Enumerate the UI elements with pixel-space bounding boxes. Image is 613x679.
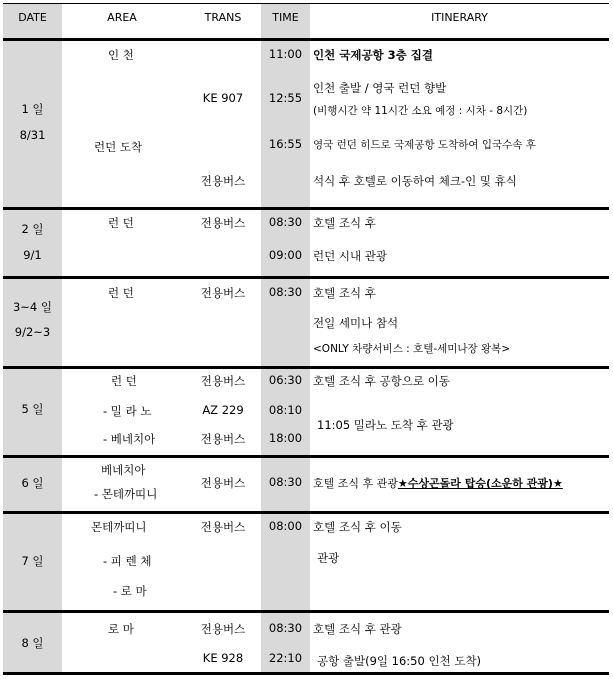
itinerary-text: 공항 출발(9일 16:50 인천 도착)	[317, 654, 482, 668]
trans-text: KE 907	[202, 91, 244, 105]
header-date: DATE	[18, 11, 47, 24]
day-label: 1 일	[21, 102, 44, 116]
itinerary-text: 전일 세미나 참석	[313, 316, 399, 330]
table-bottom-rule	[3, 672, 609, 675]
time-text: 08:00	[268, 519, 303, 533]
header-itinerary: ITINERARY	[431, 11, 488, 24]
itinerary-text: 관광	[317, 551, 340, 565]
day-separator	[3, 207, 609, 210]
area-text: 런던 도착	[94, 140, 143, 154]
itinerary-text: 인천 출발 / 영국 런던 향발	[313, 81, 447, 95]
header-rule	[3, 38, 609, 41]
itinerary-text: 런던 시내 관광	[313, 249, 387, 263]
itinerary-text: 인천 국제공항 3층 집결	[313, 48, 433, 62]
time-text: 08:30	[268, 621, 303, 635]
day-label: 5 일	[21, 402, 44, 416]
day-label: 3~4 일	[12, 300, 53, 314]
area-text: 런 던	[111, 374, 137, 388]
time-text: 22:10	[268, 651, 303, 665]
time-text: 09:00	[268, 248, 303, 262]
area-text: - 피 렌 체	[103, 554, 152, 568]
time-text: 08:30	[268, 475, 303, 489]
trans-text: 전용버스	[200, 622, 246, 636]
header-area: AREA	[107, 11, 137, 24]
itinerary-text: 호텔 조식 후 관광	[313, 622, 402, 636]
day-separator	[3, 511, 609, 514]
day-separator	[3, 610, 609, 613]
area-text: 로 마	[108, 622, 134, 636]
day-separator	[3, 276, 609, 279]
time-text: 12:55	[268, 91, 303, 105]
trans-text: 전용버스	[200, 476, 246, 490]
trans-text: 전용버스	[200, 216, 246, 230]
time-text: 08:30	[268, 215, 303, 229]
trans-text: KE 928	[202, 651, 244, 665]
itinerary-text: 영국 런던 히드로 국제공항 도착하여 입국수속 후	[313, 139, 536, 151]
time-text: 06:30	[268, 373, 303, 387]
time-text: 18:00	[268, 431, 303, 445]
time-text: 16:55	[268, 137, 303, 151]
day-date: 9/2~3	[14, 325, 51, 339]
trans-text: 전용버스	[200, 520, 246, 534]
itinerary-text: (비행시간 약 11시간 소요 예정 : 시차 - 8시간)	[313, 105, 528, 117]
day-label: 6 일	[21, 476, 44, 490]
day-separator	[3, 366, 609, 369]
area-text: 베네치아	[101, 463, 146, 477]
day-date: 9/1	[23, 248, 42, 262]
header-trans: TRANS	[204, 11, 242, 24]
day-label: 2 일	[21, 222, 44, 236]
trans-text: 전용버스	[200, 374, 246, 388]
area-text: 인 천	[108, 48, 134, 62]
trans-text: 전용버스	[200, 174, 246, 188]
day-label: 7 일	[21, 554, 44, 568]
itinerary-table	[3, 3, 609, 675]
area-text: 런 던	[108, 216, 134, 230]
day-date: 8/31	[19, 128, 46, 142]
area-text: 몬테까띠니	[91, 520, 147, 534]
trans-text: 전용버스	[200, 432, 246, 446]
header-time: TIME	[272, 11, 299, 24]
day-separator	[3, 455, 609, 458]
itinerary-text: 석식 후 호텔로 이동하여 체크-인 및 휴식	[313, 174, 517, 188]
itinerary-text: 호텔 조식 후	[313, 286, 376, 300]
itinerary-highlight: ★수상곤돌라 탑승(소운하 관광)★	[397, 477, 563, 490]
day-label: 8 일	[21, 636, 44, 650]
table-top-rule	[3, 3, 609, 4]
itinerary-text: 11:05 밀라노 도착 후 관광	[317, 418, 454, 432]
time-text: 11:00	[268, 47, 303, 61]
trans-text: 전용버스	[200, 286, 246, 300]
area-text: 런 던	[108, 286, 134, 300]
itinerary-text: 호텔 조식 후	[313, 216, 376, 230]
itinerary-text: 호텔 조식 후 이동	[313, 520, 402, 534]
itinerary-text: <ONLY 차량서비스 : 호텔-세미나장 왕복>	[313, 343, 511, 355]
itinerary-text: 호텔 조식 후 공항으로 이동	[313, 374, 450, 388]
area-text: - 밀 라 노	[103, 404, 152, 418]
area-text: - 로 마	[113, 584, 147, 598]
itinerary-prefix: 호텔 조식 후 관광	[313, 477, 398, 490]
time-text: 08:10	[268, 403, 303, 417]
time-text: 08:30	[268, 285, 303, 299]
area-text: - 베네치아	[103, 432, 156, 446]
trans-text: AZ 229	[202, 403, 244, 417]
itinerary-text	[313, 475, 563, 491]
area-text: - 몬테까띠니	[94, 487, 158, 501]
